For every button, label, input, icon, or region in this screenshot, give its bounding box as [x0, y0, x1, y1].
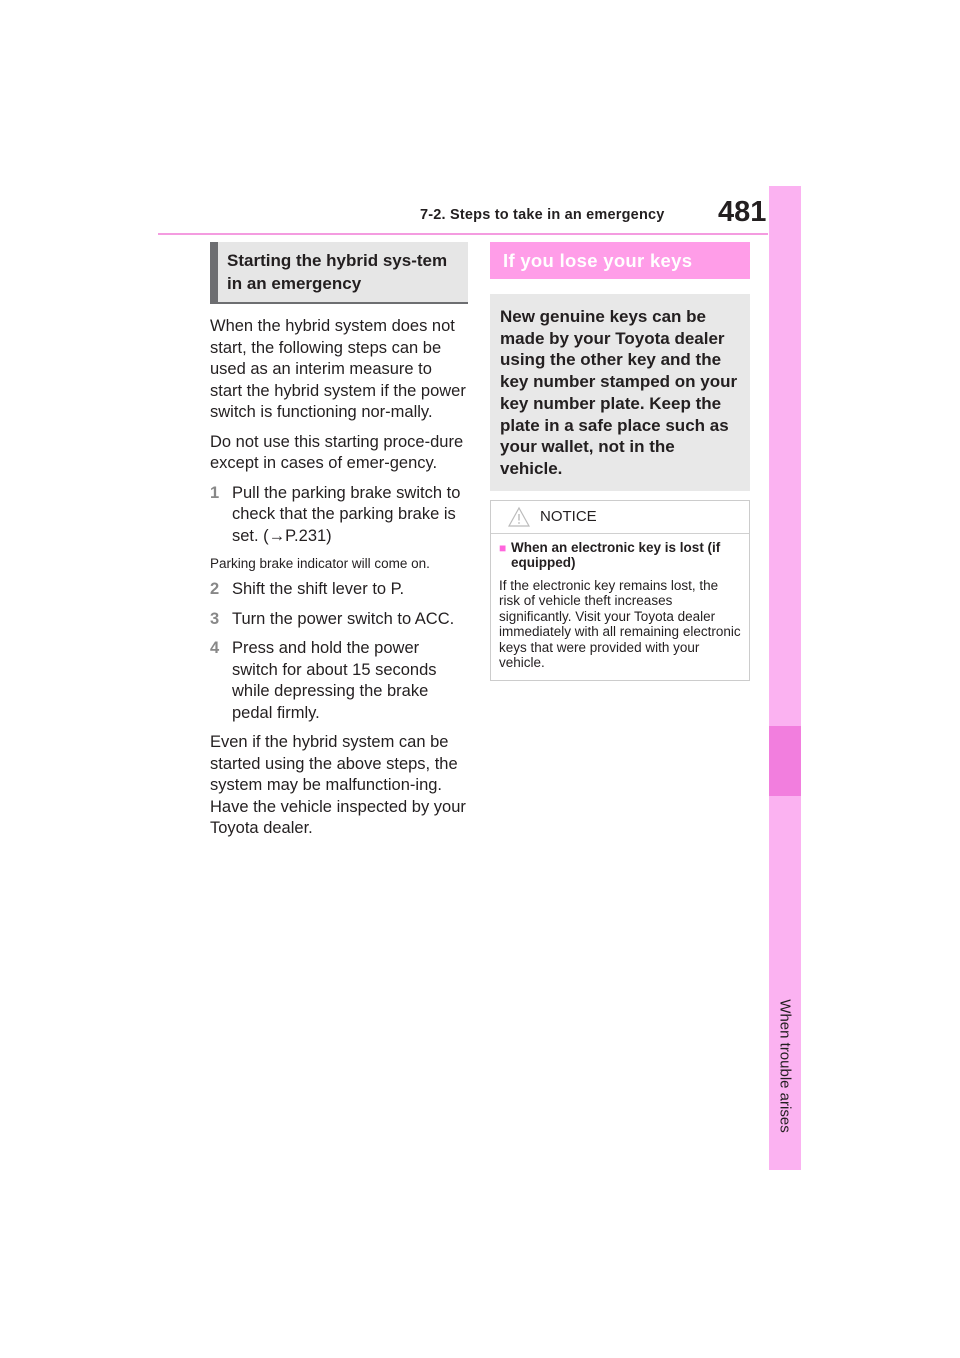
notice-text: If the electronic key remains lost, the risk of vehicle theft increases significantly. Visit your Toyota dealer immediately with all remaining electronic keys that were provided with your vehicle. [499, 577, 741, 671]
notice-subheading [499, 540, 741, 571]
left-column [210, 242, 468, 840]
square-bullet-icon: ■ [499, 540, 507, 555]
intro-paragraph: When the hybrid system does not start, the following steps can be used as an interim measure to start the hybrid system if the power switch is functioning nor-mally. [210, 317, 466, 421]
section-title: 7-2. Steps to take in an emergency [420, 207, 665, 223]
step-3 [210, 609, 468, 631]
notice-subheading-text: When an electronic key is lost (if equipped) [511, 539, 721, 571]
chapter-number: 7 [781, 1286, 789, 1301]
page-number: 481 [718, 196, 767, 228]
step-number: 1 [210, 483, 220, 502]
step-2 [210, 579, 468, 601]
info-box: New genuine keys can be made by your Toyota dealer using the other key and the key number stamped on your key number plate. Keep the plate in a safe place such as your wallet, not in the vehicle. [490, 294, 750, 491]
notice-box [490, 500, 750, 681]
section-heading-emergency-start: Starting the hybrid sys-tem in an emergency [210, 242, 468, 304]
step-number: 4 [210, 639, 220, 657]
closing-paragraph: Even if the hybrid system can be started using the above steps, the system may be malfunction-ing. Have the vehicle inspected by your Toyota dealer. [210, 733, 466, 837]
step-text: Turn the power switch to ACC. [232, 609, 455, 628]
step-number: 3 [210, 609, 220, 628]
header-divider [158, 233, 768, 235]
section-heading-lost-keys: If you lose your keys [490, 242, 750, 279]
notice-label: NOTICE [540, 507, 597, 525]
step-text: Press and hold the power switch for about 15 seconds while depressing the brake pedal firmly. [232, 639, 437, 722]
chapter-side-tab [769, 186, 801, 1301]
step-text: Pull the parking brake switch to check that the parking brake is set. (→P.231) [232, 483, 461, 545]
step-text: Shift the shift lever to P. [232, 580, 405, 598]
warning-triangle-icon [508, 506, 530, 528]
step-4 [210, 638, 468, 724]
step-number: 2 [210, 580, 220, 598]
step-1-note: Parking brake indicator will come on. [210, 556, 430, 571]
right-column [490, 242, 750, 681]
chapter-label: When trouble arises [776, 999, 794, 1133]
notice-header [491, 501, 749, 534]
warning-paragraph: Do not use this starting proce-dure except in cases of emer-gency. [210, 432, 464, 472]
step-1 [210, 483, 468, 548]
